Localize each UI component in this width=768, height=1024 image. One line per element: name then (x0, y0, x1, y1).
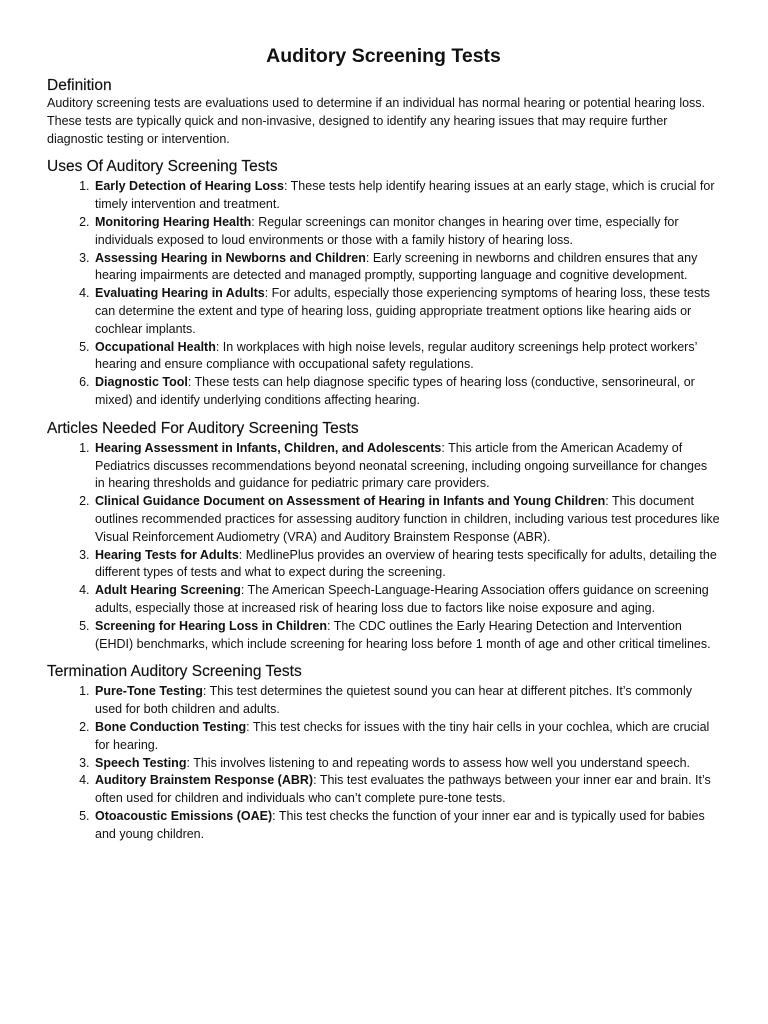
list-item-term: Adult Hearing Screening (95, 583, 241, 598)
list-item (93, 214, 720, 250)
list-item-term: Early Detection of Hearing Loss (95, 179, 284, 194)
definition-section (47, 76, 720, 148)
list-item (93, 719, 720, 755)
definition-text: Auditory screening tests are evaluations used to determine if an individual has normal hearing or potential hearing loss. These tests are typically quick and non-invasive, designed to identify any hearing issues that may require further diagnostic testing or intervention. (47, 96, 706, 146)
list-item-text: : This test checks for issues with the tiny hair cells in your cochlea, which are crucial for hearing. (95, 719, 710, 752)
list-item-term: Clinical Guidance Document on Assessment of Hearing in Infants and Young Children (95, 494, 606, 509)
list-item-text: : For adults, especially those experiencing symptoms of hearing loss, these tests can determine the extent and type of hearing loss, guiding appropriate treatment options like hearing aids or cochlear implants. (95, 286, 711, 336)
list-item-term: Monitoring Hearing Health (95, 214, 252, 229)
list-item (93, 755, 720, 773)
list-item (93, 582, 720, 618)
list-item (93, 339, 720, 375)
articles-heading: Articles Needed For Auditory Screening Tests (47, 419, 359, 437)
list-item-text: : The American Speech-Language-Hearing Association offers guidance on screening adults, especially those at increased risk of hearing loss due to factors like noise exposure and aging. (95, 583, 709, 615)
list-item-term: Speech Testing (95, 755, 187, 770)
list-item (93, 285, 720, 338)
termination-heading: Termination Auditory Screening Tests (47, 663, 302, 681)
list-item-term: Evaluating Hearing in Adults (95, 286, 265, 301)
list-item-term: Screening for Hearing Loss in Children (95, 618, 327, 633)
list-item-text: : This article from the American Academy of Pediatrics discusses recommendations beyond neonatal screening, including ongoing surveillance for changes in hearing thresholds and guidance for pediatric primary care providers. (95, 440, 708, 491)
list-item (93, 547, 720, 583)
uses-heading: Uses Of Auditory Screening Tests (47, 158, 278, 176)
list-item-text: : Regular screenings can monitor changes in hearing over time, especially for individuals exposed to loud environments or those with a family history of hearing loss. (95, 214, 679, 247)
list-item (93, 808, 720, 844)
list-item-text: : This involves listening to and repeating words to assess how well you understand speech. (186, 755, 690, 770)
list-item-term: Hearing Assessment in Infants, Children, and Adolescents (95, 440, 442, 455)
list-item-term: Pure-Tone Testing (95, 684, 203, 699)
termination-list (47, 683, 720, 843)
list-item-term: Hearing Tests for Adults (95, 547, 239, 562)
list-item (93, 493, 720, 546)
articles-list (47, 440, 720, 654)
list-item-text: : The CDC outlines the Early Hearing Detection and Intervention (EHDI) benchmarks, which include screening for hearing loss before 1 month of age and other critical timelines. (95, 618, 711, 651)
list-item-term: Otoacoustic Emissions (OAE) (95, 808, 273, 823)
page-title: Auditory Screening Tests (266, 45, 501, 67)
list-item-term: Assessing Hearing in Newborns and Children (95, 250, 366, 265)
list-item (93, 772, 720, 808)
list-item-text: : This test evaluates the pathways between your inner ear and brain. It’s often used for children and individuals who can’t complete pure-tone tests. (95, 773, 711, 806)
list-item-term: Auditory Brainstem Response (ABR) (95, 773, 314, 788)
uses-section (47, 157, 720, 409)
list-item-term: Bone Conduction Testing (95, 719, 247, 734)
list-item-term: Occupational Health (95, 339, 216, 354)
termination-section (47, 662, 720, 843)
list-item-text: : Early screening in newborns and children ensures that any hearing impairments are detected and managed promptly, supporting language and cognitive development. (95, 250, 698, 283)
list-item-text: : These tests can help diagnose specific types of hearing loss (conductive, sensorineural, or mixed) and identify underlying conditions affecting hearing. (95, 375, 695, 407)
uses-list (47, 178, 720, 409)
articles-section (47, 419, 720, 654)
list-item (93, 440, 720, 493)
list-item (93, 683, 720, 719)
list-item (93, 178, 720, 214)
list-item (93, 374, 720, 410)
list-item-term: Diagnostic Tool (95, 375, 188, 390)
definition-heading: Definition (47, 77, 112, 94)
list-item-text: : This document outlines recommended practices for assessing auditory function in children, including various test procedures like Visual Reinforcement Audiometry (VRA) and Auditory Brainstem Response (ABR). (95, 494, 720, 544)
list-item (93, 250, 720, 286)
list-item-text: : This test determines the quietest sound you can hear at different pitches. It’s commonly used for both children and adults. (95, 684, 693, 717)
list-item-text: : In workplaces with high noise levels, regular auditory screenings help protect workers’ hearing and ensure compliance with occupational safety regulations. (95, 339, 697, 372)
list-item (93, 618, 720, 654)
list-item-text: : MedlinePlus provides an overview of hearing tests specifically for adults, detailing the different types of tests and what to expect during the screening. (95, 547, 717, 580)
list-item-text: : These tests help identify hearing issues at an early stage, which is crucial for timely intervention and treatment. (95, 179, 715, 212)
list-item-text: : This test checks the function of your inner ear and is typically used for babies and young children. (95, 808, 705, 841)
